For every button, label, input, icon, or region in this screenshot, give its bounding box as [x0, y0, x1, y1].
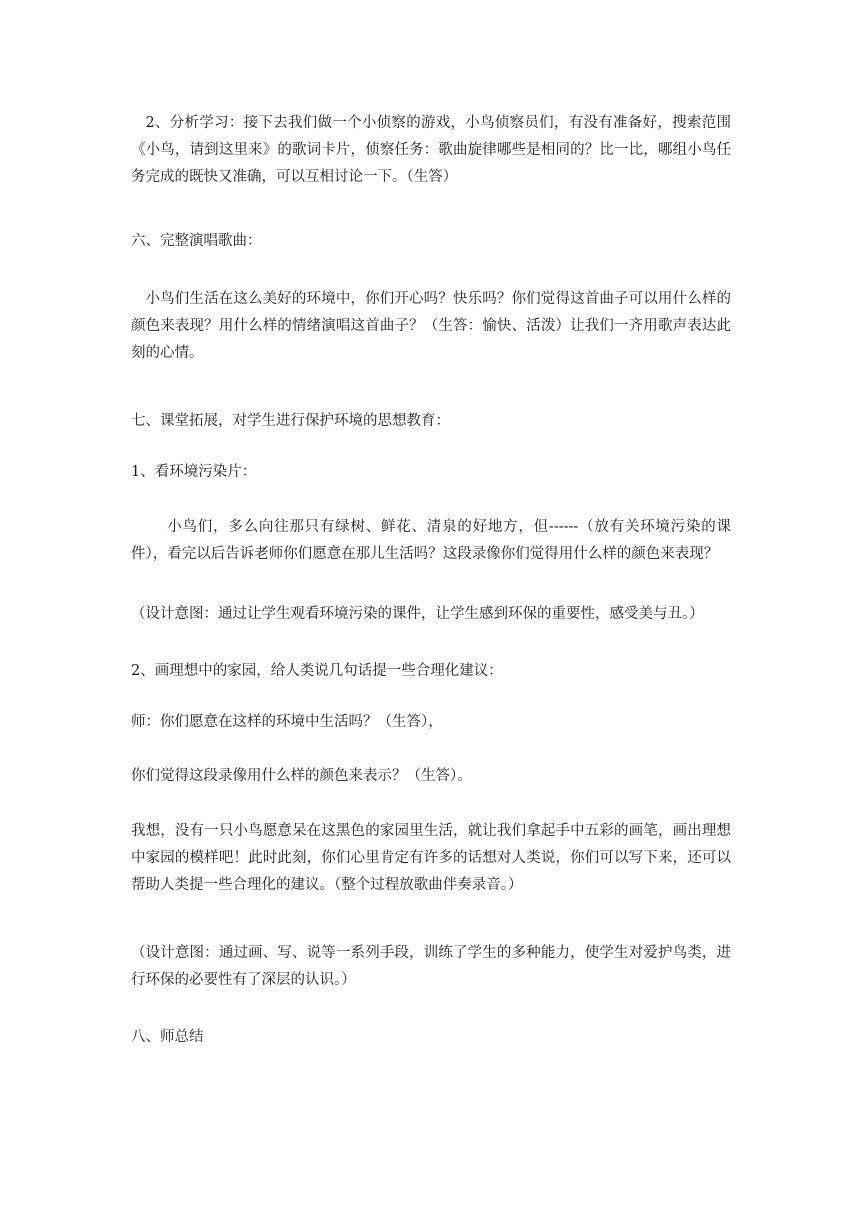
paragraph-analysis-study: 2、分析学习：接下去我们做一个小侦察的游戏，小鸟侦察员们，有没有准备好，搜索范围《小鸟，请到这里来》的歌词卡片，侦察任务：歌曲旋律哪些是相同的？比一比，哪组小鸟任务完成的既快又准确，可以互相讨论一下。（生答）	[131, 115, 731, 185]
heading-ideal-home: 2、画理想中的家园，给人类说几句话提一些合理化建议：	[131, 663, 503, 679]
paragraph-drawing-activity: 我想，没有一只小鸟愿意呆在这黑色的家园里生活，就让我们拿起手中五彩的画笔，画出理想中家园的模样吧！此时此刻，你们心里肯定有许多的话想对人类说，你们可以写下来，还可以帮助人类提一些合理化的建议。（整个过程放歌曲伴奏录音。）	[131, 823, 731, 893]
paragraph-birds-environment: 小鸟们生活在这么美好的环境中，你们开心吗？快乐吗？你们觉得这首曲子可以用什么样的颜色来表现？用什么样的情绪演唱这首曲子？（生答：愉快、活泼）让我们一齐用歌声表达此刻的心情。	[131, 291, 731, 361]
heading-section-eight: 八、师总结	[131, 1029, 204, 1045]
heading-section-six: 六、完整演唱歌曲：	[131, 233, 262, 249]
color-question: 你们觉得这段录像用什么样的颜色来表示？（生答）。	[131, 768, 472, 784]
paragraph-pollution-film: 小鸟们，多么向往那只有绿树、鲜花、清泉的好地方，但------（放有关环境污染的课件），看完以后告诉老师你们愿意在那儿生活吗？这段录像你们觉得用什么样的颜色来表现？	[131, 519, 731, 562]
design-intent-two: （设计意图：通过画、写、说等一系列手段，训练了学生的多种能力，使学生对爱护鸟类，进行环保的必要性有了深层的认识。）	[131, 945, 731, 988]
design-intent-one: （设计意图：通过让学生观看环境污染的课件，让学生感到环保的重要性，感受美与丑。）	[131, 606, 704, 622]
teacher-question: 师：你们愿意在这样的环境中生活吗？（生答），	[131, 714, 443, 730]
heading-section-seven: 七、课堂拓展，对学生进行保护环境的思想教育：	[131, 413, 450, 429]
heading-pollution-film: 1、看环境污染片：	[131, 464, 257, 480]
